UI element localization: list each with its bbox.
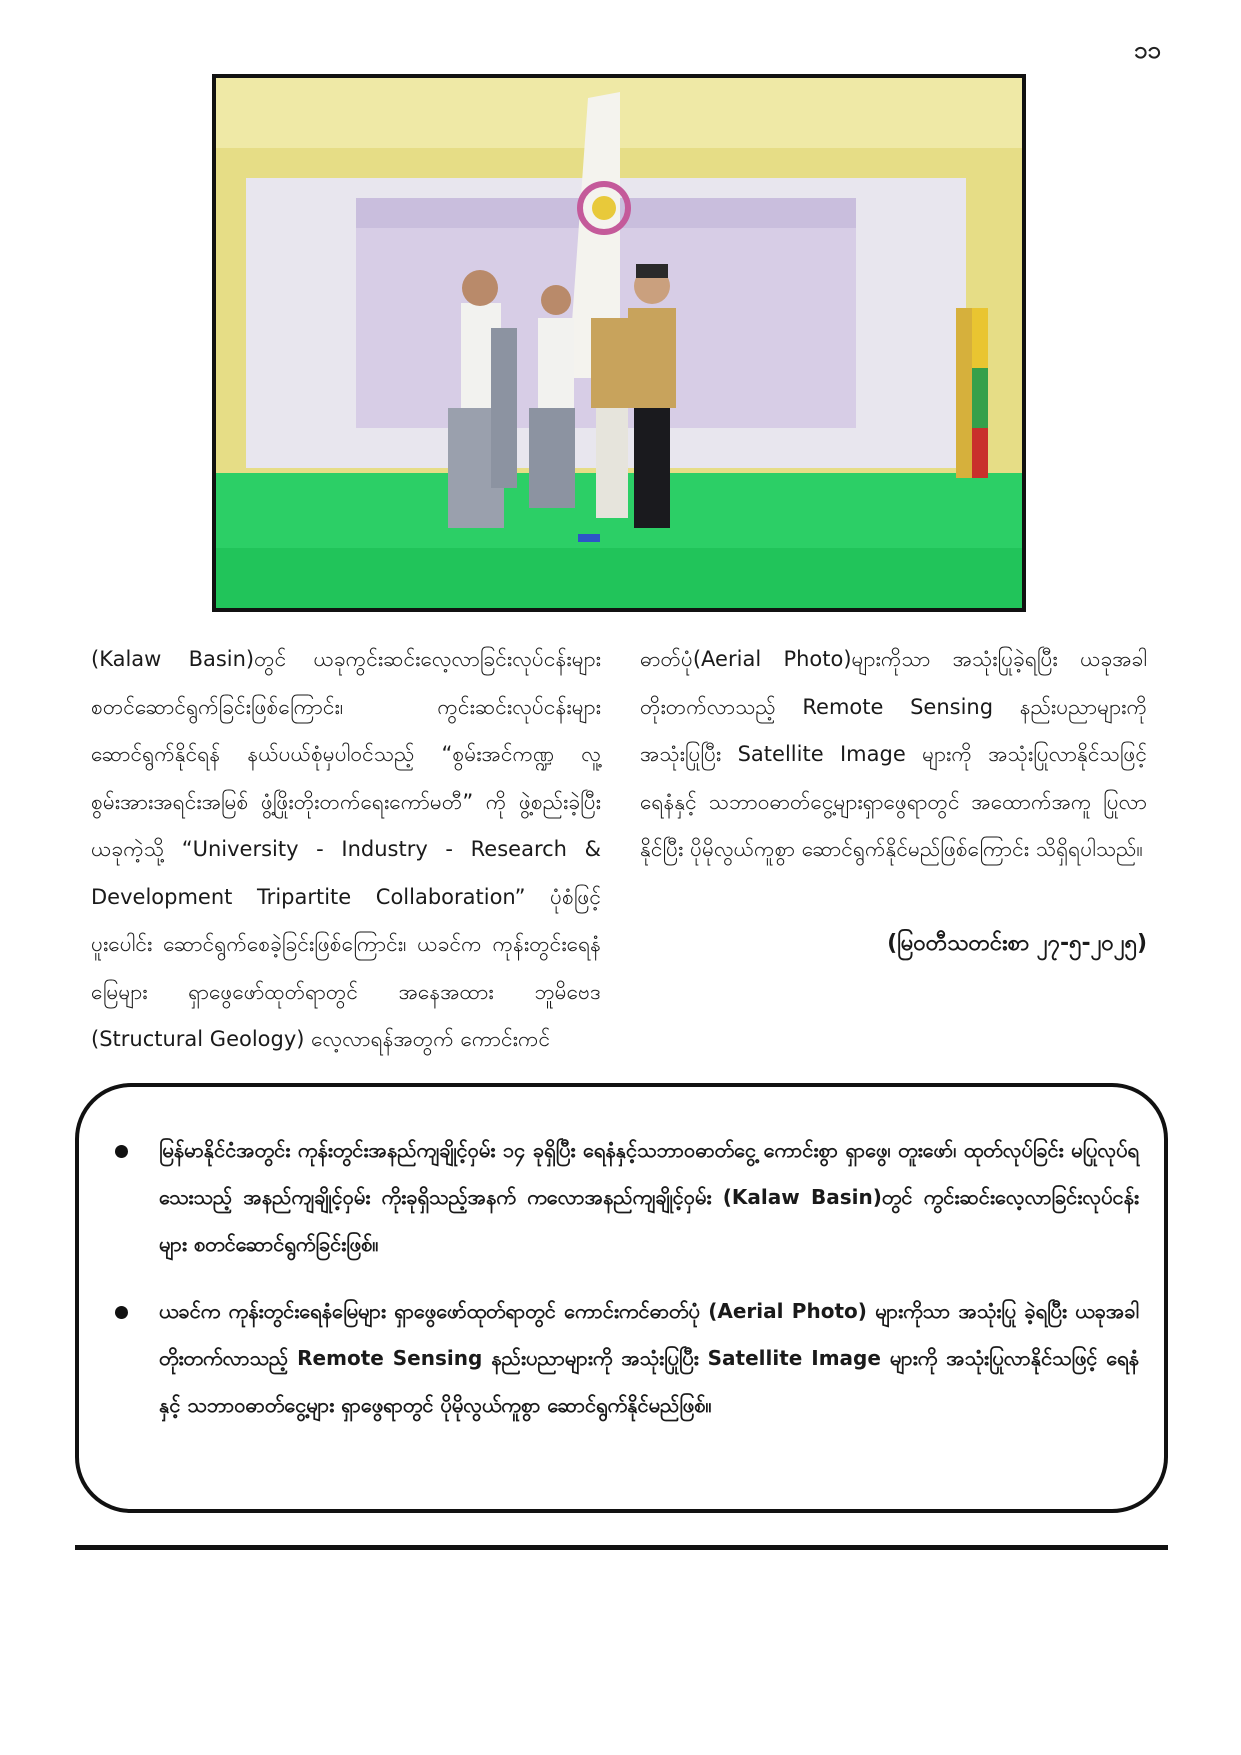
summary-list [109, 1127, 1139, 1449]
event-photo [212, 74, 1026, 612]
page-number: ၁၁ [1134, 36, 1161, 64]
bullet-icon [115, 1145, 128, 1158]
summary-item [109, 1127, 1139, 1268]
bullet-icon [115, 1306, 128, 1319]
article-left-column [91, 636, 601, 1064]
summary-item-text: ယခင်က ကုန်းတွင်းရေနံမြေများ ရှာဖွေဖော်ထုတ်ရာတွင် ကောင်းကင်ဓာတ်ပုံ (Aerial Photo) များကိုသာ အသုံးပြု ခဲ့ရပြီး ယခုအခါ တိုးတက်လာသည့် Remote Sensing နည်းပညာများကို အသုံးပြုပြီး Satellite Image များကို အသုံးပြုလာနိုင်သဖြင့် ရေနံနှင့် သဘာဝဓာတ်ငွေ့များ ရှာဖွေရာတွင် ပိုမိုလွယ်ကူစွာ ဆောင်ရွက်နိုင်မည်ဖြစ်။ [159, 1299, 1139, 1417]
article-paragraph: (Kalaw Basin)တွင် ယခုကွင်းဆင်းလေ့လာခြင်းလုပ်ငန်းများ စတင်ဆောင်ရွက်ခြင်းဖြစ်ကြောင်း၊ ကွင်းဆင်းလုပ်ငန်းများ ဆောင်ရွက်နိုင်ရန် နယ်ပယ်စုံမှပါဝင်သည့် “စွမ်းအင်ကဏ္ဍ လူ့စွမ်းအားအရင်းအမြစ် ဖွံ့ဖြိုးတိုးတက်ရေးကော်မတီ” ကို ဖွဲ့စည်းခဲ့ပြီး ယခုကဲ့သို့ “University - Industry - Research & Development Tripartite Collaboration” ပုံစံဖြင့် ပူးပေါင်း ဆောင်ရွက်စေခဲ့ခြင်းဖြစ်ကြောင်း၊ ယခင်က ကုန်းတွင်းရေနံ မြေများ ရှာဖွေဖော်ထုတ်ရာတွင် အနေအထား ဘူမိဗေဒ (Structural Geology) လေ့လာရန်အတွက် ကောင်းကင် [91, 647, 601, 1051]
summary-box [75, 1083, 1168, 1513]
summary-item-text: မြန်မာနိုင်ငံအတွင်း ကုန်းတွင်းအနည်ကျချိုင့်ဝှမ်း ၁၄ ခုရှိပြီး ရေနံနှင့်သဘာဝဓာတ်ငွေ့ ကောင်းစွာ ရှာဖွေ၊ တူးဖော်၊ ထုတ်လုပ်ခြင်း မပြုလုပ်ရသေးသည့် အနည်ကျချိုင့်ဝှမ်း ကိုးခုရှိသည့်အနက် ကလောအနည်ကျချိုင့်ဝှမ်း (Kalaw Basin)တွင် ကွင်းဆင်းလေ့လာခြင်းလုပ်ငန်းများ စတင်ဆောင်ရွက်ခြင်းဖြစ်။ [159, 1138, 1139, 1256]
photo-flag-handover-icon [216, 78, 1022, 608]
article-paragraph: ဓာတ်ပုံ(Aerial Photo)များကိုသာ အသုံးပြုခဲ့ရပြီး ယခုအခါ တိုးတက်လာသည့် Remote Sensing နည်းပညာများကို အသုံးပြုပြီး Satellite Image များကို အသုံးပြုလာနိုင်သဖြင့် ရေနံနှင့် သဘာဝဓာတ်ငွေ့များရှာဖွေရာတွင် အထောက်အကူ ပြုလာနိုင်ပြီး ပိုမိုလွယ်ကူစွာ ဆောင်ရွက်နိုင်မည်ဖြစ်ကြောင်း သိရှိရပါသည်။ [640, 647, 1147, 861]
summary-item [109, 1288, 1139, 1429]
bottom-rule [75, 1545, 1168, 1550]
article-source: (မြဝတီသတင်းစာ ၂၇-၅-၂၀၂၅) [887, 931, 1147, 956]
article-right-column [640, 636, 1147, 874]
